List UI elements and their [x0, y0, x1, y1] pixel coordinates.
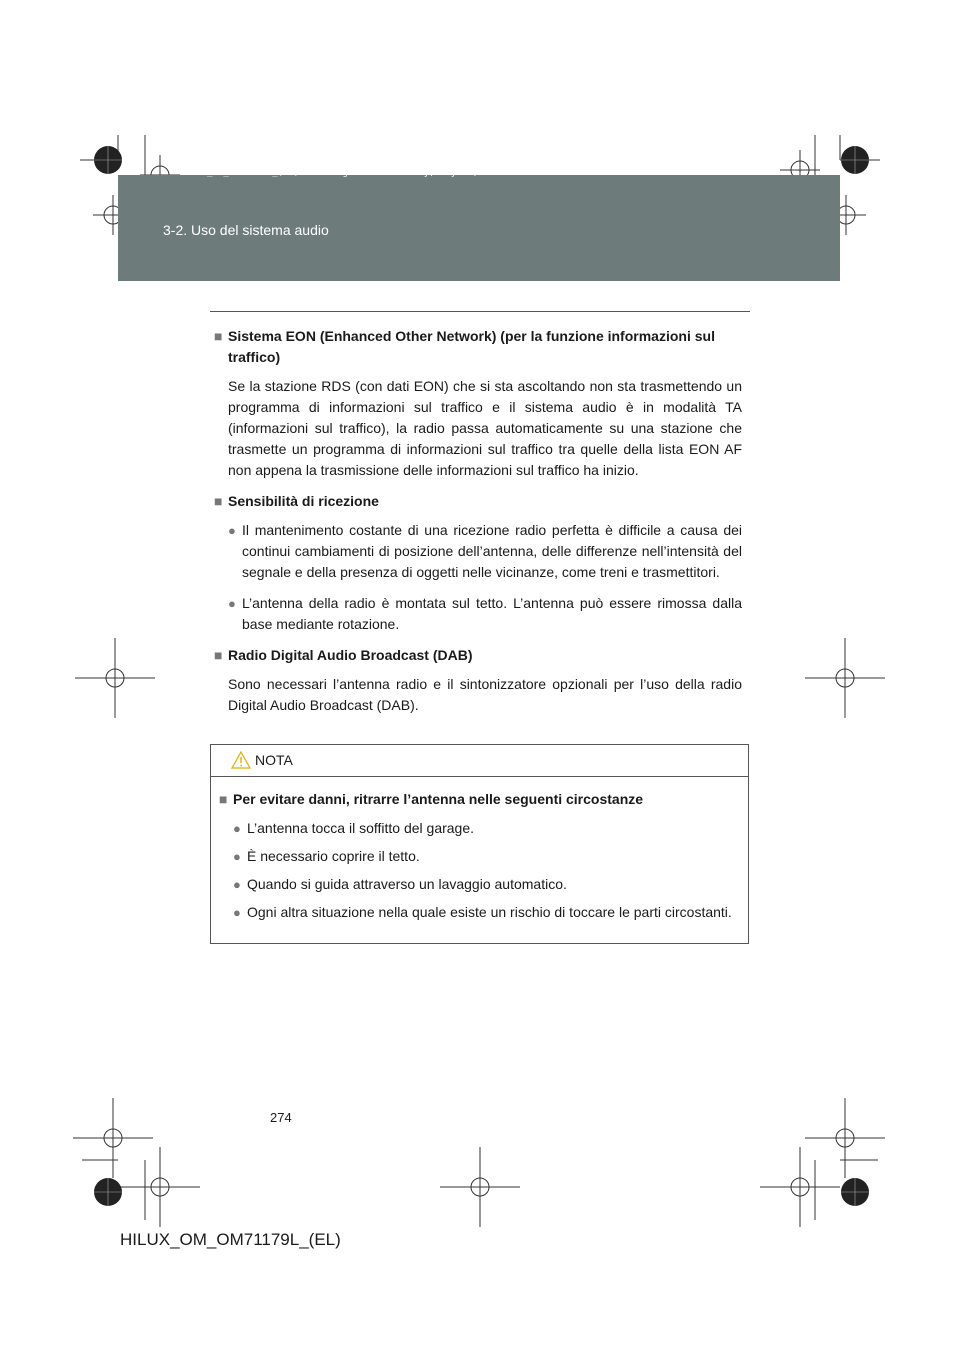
document-code: HILUX_OM_OM71179L_(EL): [120, 1230, 341, 1249]
print-stamp: HILUX_OM_OM71179L_(EL).book Page 274 Wednesday, May 16, 2012 11:37 AM: [180, 168, 554, 178]
circle-bullet-icon: ●: [233, 877, 241, 892]
note-body: [211, 777, 748, 923]
note-title: NOTA: [255, 752, 293, 768]
sensitivity-heading: ■ Sensibilità di ricezione: [214, 491, 742, 512]
square-bullet-icon: ■: [214, 647, 223, 663]
dab-paragraph: Sono necessari l’antenna radio e il sintonizzatore opzionali per l’uso della radio Digital Audio Broadcast (DAB).: [228, 676, 742, 713]
square-bullet-icon: ■: [214, 493, 223, 509]
list-item: ● L’antenna della radio è montata sul tetto. L’antenna può essere rimossa dalla base mediante rotazione.: [214, 593, 742, 635]
list-item: ● Ogni altra situazione nella quale esiste un rischio di toccare le parti circostanti.: [219, 902, 740, 923]
warning-icon: [231, 751, 251, 769]
square-bullet-icon: ■: [214, 328, 223, 344]
square-bullet-icon: ■: [219, 791, 228, 807]
circle-bullet-icon: ●: [233, 849, 241, 864]
circle-bullet-icon: ●: [228, 596, 236, 611]
main-content: [214, 326, 742, 726]
list-item: ● Quando si guida attraverso un lavaggio automatico.: [219, 874, 740, 895]
circle-bullet-icon: ●: [233, 821, 241, 836]
dab-heading: ■ Radio Digital Audio Broadcast (DAB): [214, 645, 742, 666]
circle-bullet-icon: ●: [228, 523, 236, 538]
note-header: [211, 745, 748, 777]
note-heading: ■ Per evitare danni, ritrarre l’antenna nelle seguenti circostanze: [219, 789, 740, 810]
page-number: 274: [270, 1110, 292, 1125]
circle-bullet-icon: ●: [233, 905, 241, 920]
list-item: ● L’antenna tocca il soffitto del garage.: [219, 818, 740, 839]
note-box: [210, 744, 749, 944]
list-item: ● Il mantenimento costante di una ricezione radio perfetta è difficile a causa dei continui cambiamenti di posizione dell’antenna, delle differenze nell’intensità del segnale e della presenza di oggetti nelle vicinanze, come treni e trasmettitori.: [214, 520, 742, 583]
eon-paragraph: Se la stazione RDS (con dati EON) che si sta ascoltando non sta trasmettendo un programma di informazioni sul traffico e il sistema audio è in modalità TA (informazioni sul traffico), la radio passa automaticamente su una stazione che trasmette un programma di informazioni sul traffico tra quelle della lista EON AF non appena la trasmissione delle informazioni sul traffico ha inizio.: [228, 378, 742, 478]
top-rule: [210, 311, 750, 312]
section-title: 3-2. Uso del sistema audio: [163, 222, 329, 238]
list-item: ● È necessario coprire il tetto.: [219, 846, 740, 867]
eon-heading: ■ Sistema EON (Enhanced Other Network) (per la funzione informazioni sul traffico): [214, 326, 742, 368]
